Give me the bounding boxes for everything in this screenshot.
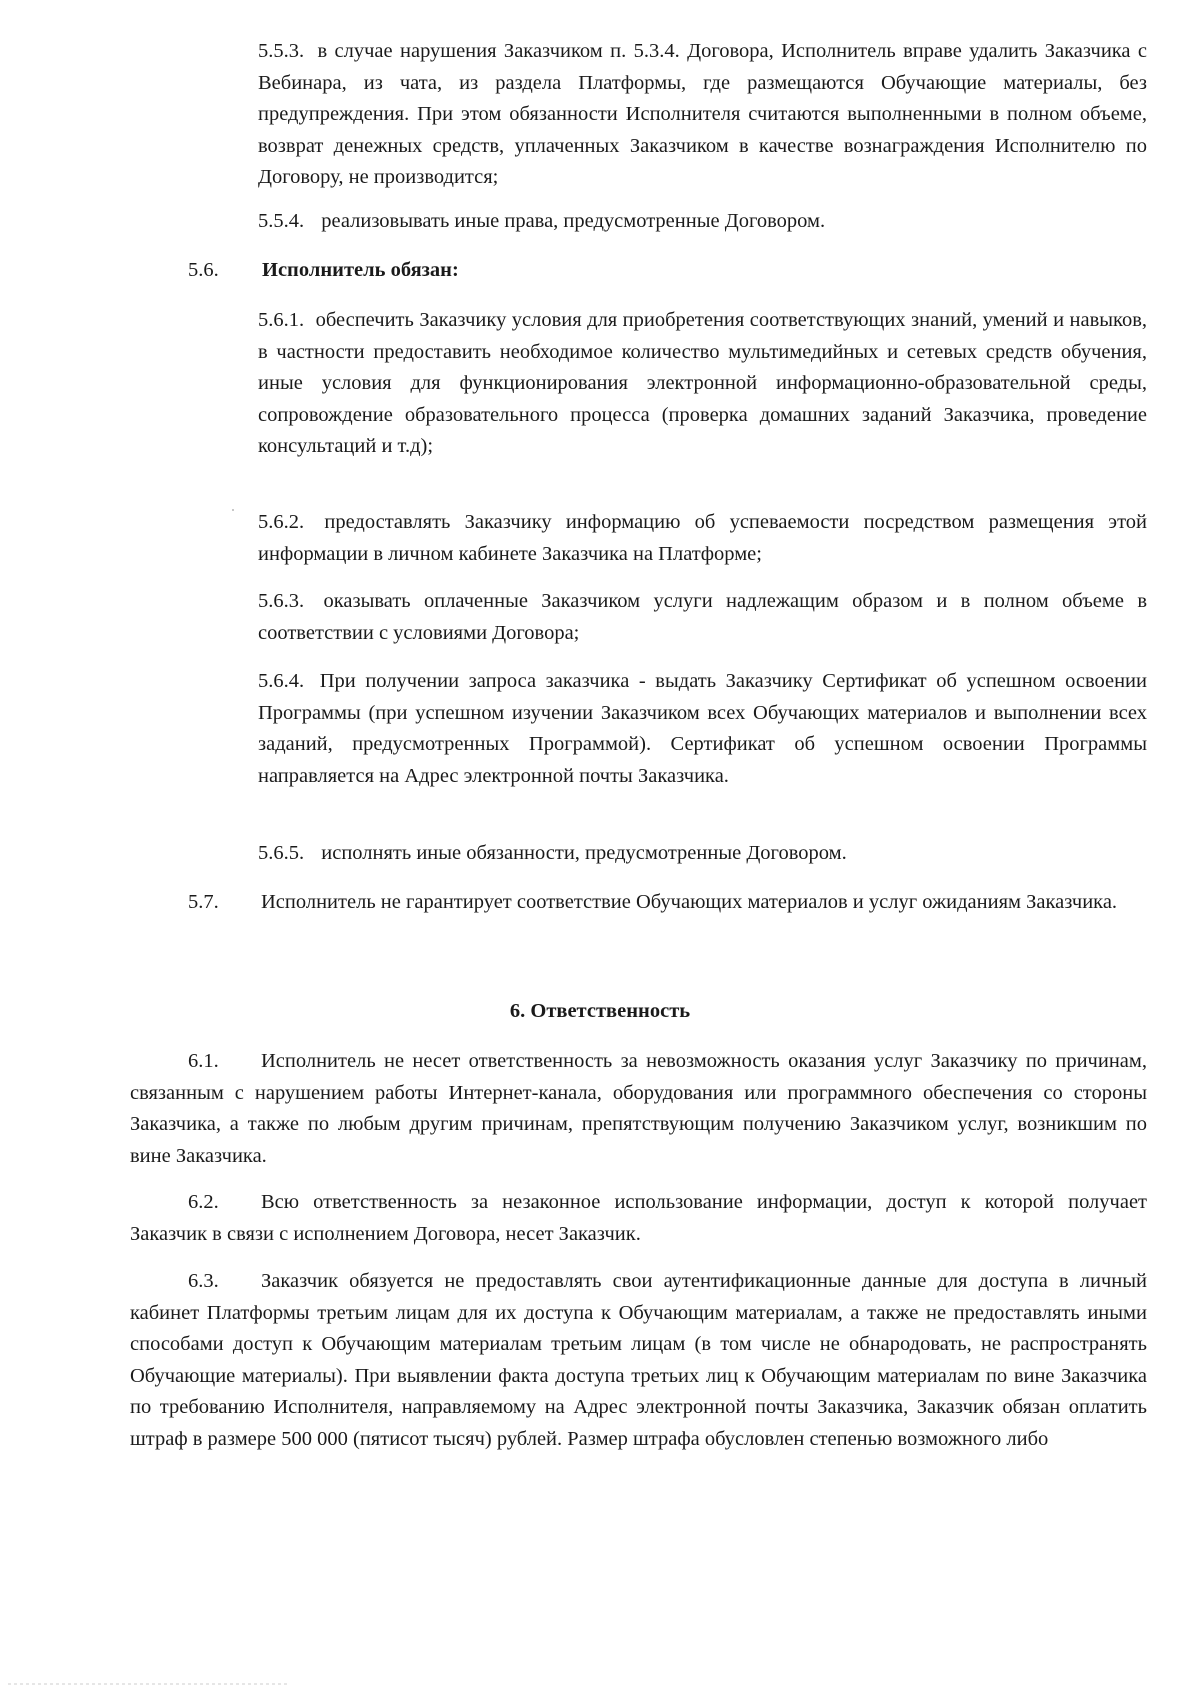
clause-number: 5.5.3. — [258, 40, 305, 62]
scan-artifact-line — [8, 1683, 288, 1685]
clause-number: 6.2. — [188, 1191, 219, 1213]
clause-number: 5.6.5. — [258, 842, 305, 864]
clause-number: 6.1. — [188, 1050, 219, 1072]
clause-text: предоставлять Заказчику информацию об успеваемости посредством размещения этой информации в личном кабинете Заказчика на Платформе; — [258, 511, 1148, 565]
clause-number: 5.6.2. — [258, 511, 305, 533]
clause-number: 6.3. — [188, 1270, 219, 1292]
clause-5-6-2 — [258, 507, 1147, 570]
clause-text: Исполнитель не несет ответственность за невозможность оказания услуг Заказчику по причинам, связанным с нарушением работы Интернет-канала, оборудования или программного обеспечения со стороны Заказчика, а также по любым другим причинам, препятствующим получению Заказчиком услуг, возникшим по вине Заказчика. — [130, 1050, 1147, 1167]
clause-6-3 — [130, 1266, 1147, 1455]
clause-text: исполнять иные обязанности, предусмотренные Договором. — [321, 842, 847, 864]
clause-text: оказывать оплаченные Заказчиком услуги надлежащим образом и в полном объеме в соответствии с условиями Договора; — [258, 590, 1147, 644]
clause-6-1 — [130, 1046, 1147, 1172]
clause-number: 5.5.4. — [258, 210, 305, 232]
clause-5-7 — [130, 887, 1147, 919]
clause-text: реализовывать иные права, предусмотренные Договором. — [321, 210, 826, 232]
clause-5-5-3 — [258, 36, 1147, 194]
clause-text: При получении запроса заказчика - выдать Заказчику Сертификат об успешном освоении Программы (при успешном изучении Заказчиком всех Обучающих материалов и выполнении всех заданий, предусмотренных Программой). Сертификат об успешном освоении Программы направляется на Адрес электронной почты Заказчика. — [258, 670, 1147, 787]
clause-number: 5.7. — [188, 891, 219, 913]
clause-5-6-4 — [258, 666, 1147, 792]
clause-number: 5.6.3. — [258, 590, 305, 612]
clause-6-2 — [130, 1187, 1147, 1250]
clause-5-6-3 — [258, 586, 1147, 649]
clause-text: Исполнитель не гарантирует соответствие Обучающих материалов и услуг ожиданиям Заказчика. — [261, 891, 1118, 913]
clause-5-6-5 — [258, 838, 1147, 870]
scan-speck — [232, 509, 234, 511]
clause-text: Заказчик обязуется не предоставлять свои аутентификационные данные для доступа в личный кабинет Платформы третьим лицам для их доступа к Обучающим материалам, а также не предоставлять иными способами доступ к Обучающим материалам третьим лицам (в том числе не обнародовать, не распространять Обучающие материалы). При выявлении факта доступа третьих лиц к Обучающим материалам по вине Заказчика по требованию Исполнителя, направляемому на Адрес электронной почты Заказчика, Заказчик обязан оплатить штраф в размере 500 000 (пятисот тысяч) рублей. Размер штрафа обусловлен степенью возможного либо — [130, 1270, 1147, 1450]
clause-number: 5.6.1. — [258, 309, 305, 331]
clause-text: обеспечить Заказчику условия для приобретения соответствующих знаний, умений и навыков, в частности предоставить необходимое количество мультимедийных и сетевых средств обучения, иные условия для функционирования электронной информационно-образовательной среды, сопровождение образовательного процесса (проверка домашних заданий Заказчика, проведение консультаций и т.д); — [258, 309, 1147, 457]
clause-heading: Исполнитель обязан: — [262, 259, 459, 281]
clause-text: в случае нарушения Заказчиком п. 5.3.4. Договора, Исполнитель вправе удалить Заказчика с Вебинара, из чата, из раздела Платформы, где размещаются Обучающие материалы, без предупреждения. При этом обязанности Исполнителя считаются выполненными в полном объеме, возврат денежных средств, уплаченных Заказчиком в качестве вознаграждения Исполнителю по Договору, не производится; — [258, 40, 1148, 188]
clause-number: 5.6. — [188, 259, 219, 281]
clause-5-6-1 — [258, 305, 1147, 463]
clause-5-5-4 — [258, 206, 1147, 238]
clause-text: Всю ответственность за незаконное использование информации, доступ к которой получает Заказчик в связи с исполнением Договора, несет Заказчик. — [130, 1191, 1147, 1245]
section-6-title: 6. Ответственность — [509, 1000, 691, 1022]
clause-number: 5.6.4. — [258, 670, 305, 692]
clause-5-6-heading — [188, 255, 459, 287]
